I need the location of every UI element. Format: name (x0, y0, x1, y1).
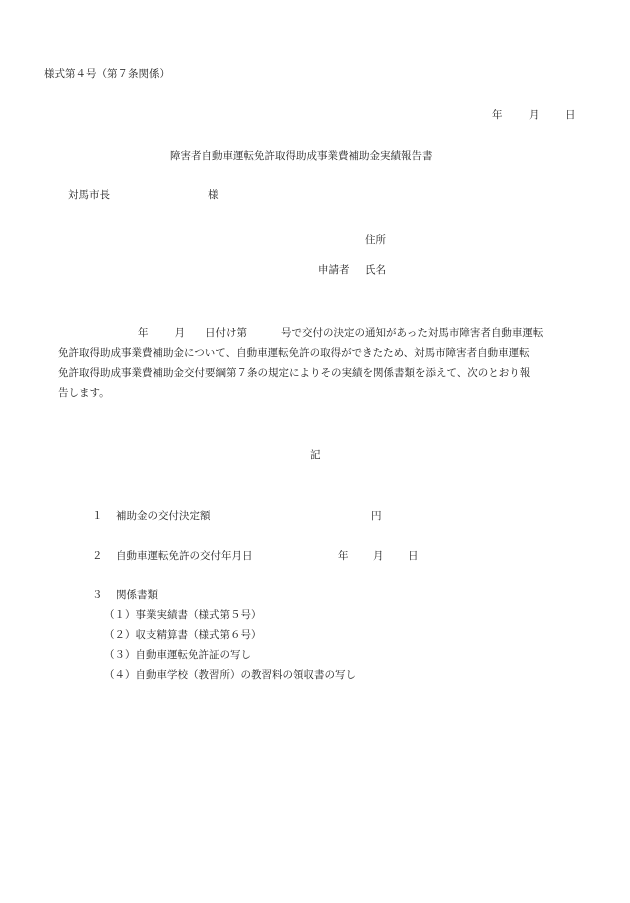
item-3-label: 関係書類 (116, 589, 158, 601)
applicant-role-label: 申請者 (318, 264, 350, 276)
applicant-name-label: 氏名 (365, 264, 386, 276)
document-item-1: （１）事業実績書（様式第５号） (104, 609, 262, 621)
item-1-number: １ (92, 510, 103, 522)
item-2-month: 月 (373, 550, 384, 562)
address-label: 住所 (365, 234, 386, 246)
addressee-name: 対馬市長 (68, 189, 110, 201)
body-month: 月 (174, 327, 185, 339)
body-line-4: 告します。 (58, 387, 110, 399)
date-month: 月 (529, 109, 540, 121)
document-title: 障害者自動車運転免許取得助成事業費補助金実績報告書 (170, 150, 433, 162)
document-item-4: （４）自動車学校（教習所）の教習料の領収書の写し (104, 669, 356, 681)
ki-heading: 記 (310, 449, 321, 461)
item-3-number: ３ (92, 589, 103, 601)
body-line-1-rest: 号で交付の決定の通知があった対馬市障害者自動車運転 (281, 327, 544, 339)
date-year: 年 (492, 109, 503, 121)
body-line-1 (58, 323, 592, 343)
item-2-number: ２ (92, 550, 103, 562)
body-year: 年 (138, 327, 149, 339)
report-body (58, 323, 592, 403)
item-2-year: 年 (338, 550, 349, 562)
item-1-label: 補助金の交付決定額 (116, 510, 211, 522)
addressee-honorific: 様 (208, 189, 219, 201)
body-line-2: 免許取得助成事業費補助金について、自動車運転免許の取得ができたため、対馬市障害者自動車運転 (58, 347, 530, 359)
body-day: 日付け第 (205, 327, 247, 339)
document-item-2: （２）収支精算書（様式第６号） (104, 629, 262, 641)
form-label: 様式第４号（第７条関係） (44, 68, 170, 80)
item-2-day: 日 (408, 550, 419, 562)
date-day: 日 (565, 109, 576, 121)
body-line-3: 免許取得助成事業費補助金交付要綱第７条の規定によりその実績を関係書類を添えて、次のとおり報 (58, 367, 531, 379)
item-2-label: 自動車運転免許の交付年月日 (116, 550, 253, 562)
document-item-3: （３）自動車運転免許証の写し (104, 649, 251, 661)
item-1-unit: 円 (371, 510, 382, 522)
